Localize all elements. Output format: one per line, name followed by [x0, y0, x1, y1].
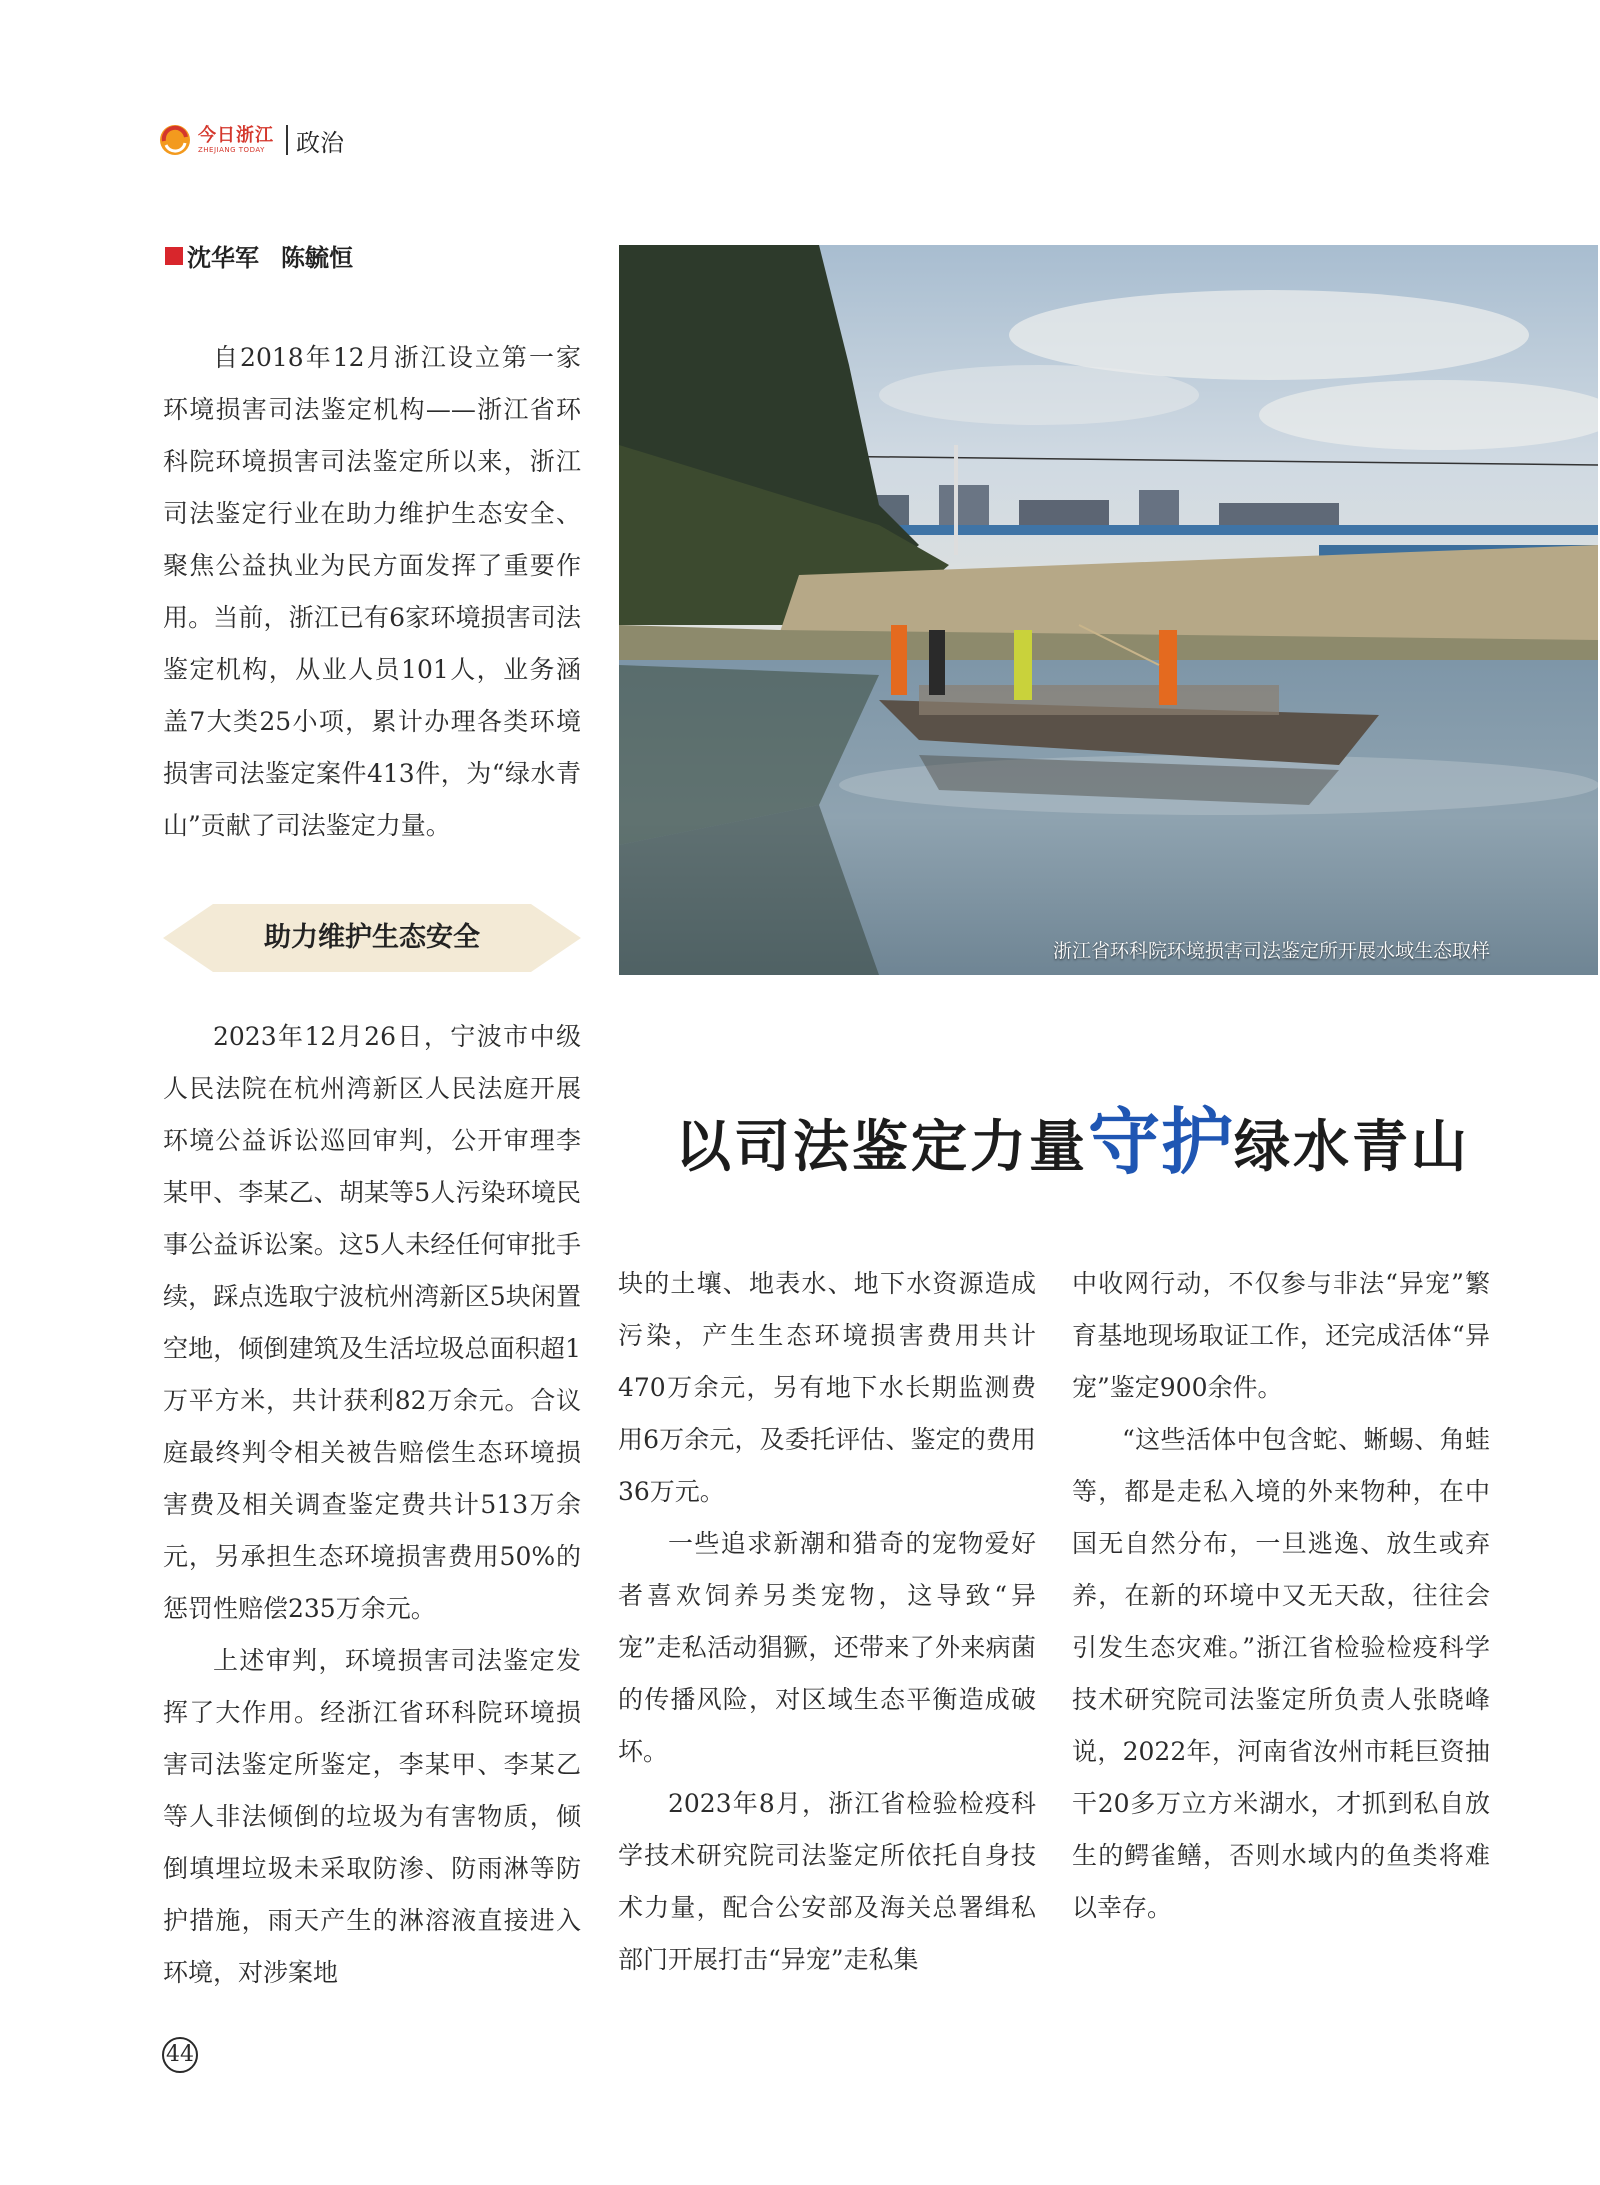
section-name: 政治	[296, 128, 344, 157]
article-photo	[619, 245, 1598, 975]
logo-english-text: ZHEJIANG TODAY	[198, 145, 265, 154]
paragraph: 2023年12月26日，宁波市中级人民法院在杭州湾新区人民法庭开展环境公益诉讼巡回审判，公开审理李某甲、李某乙、胡某等5人污染环境民事公益诉讼案。这5人未经任何审批手续，踩点选取宁波杭州湾新区5块闲置空地，倾倒建筑及生活垃圾总面积超1万平方米，共计获利82万余元。合议庭最终判令相关被告赔偿生态环境损害费及相关调查鉴定费共计513万余元，另承担生态环境损害费用50%的惩罚性赔偿235万余元。	[163, 1022, 581, 1623]
author-name: 沈华军	[187, 244, 259, 272]
logo-chinese-text: 今日浙江	[198, 124, 274, 146]
paragraph: 中收网行动，不仅参与非法“异宠”繁育基地现场取证工作，还完成活体“异宠”鉴定900余件。	[1072, 1269, 1490, 1402]
article-title	[675, 1092, 1555, 1182]
paragraph: 一些追求新潮和猎奇的宠物爱好者喜欢饲养另类宠物，这导致“异宠”走私活动猖獗，还带来了外来病菌的传播风险，对区域生态平衡造成破坏。	[618, 1529, 1036, 1766]
sun-logo-icon	[158, 123, 192, 157]
title-part-1: 以司法鉴定力量	[675, 1114, 1088, 1180]
subheading-text: 助力维护生态安全	[264, 922, 480, 953]
river-sampling-photo	[619, 245, 1598, 975]
magazine-logo	[158, 123, 274, 157]
byline	[165, 238, 375, 273]
author-name: 陈毓恒	[281, 244, 353, 272]
title-part-3: 绿水青山	[1234, 1114, 1471, 1180]
paragraph: 2023年8月，浙江省检验检疫科学技术研究院司法鉴定所依托自身技术力量，配合公安部及海关总署缉私部门开展打击“异宠”走私集	[618, 1789, 1036, 1974]
article-column-2	[618, 1258, 1036, 1986]
article-column-3	[1072, 1258, 1490, 1934]
page-number: 44	[162, 2037, 198, 2073]
paragraph: 自2018年12月浙江设立第一家环境损害司法鉴定机构——浙江省环科院环境损害司法鉴定所以来，浙江司法鉴定行业在助力维护生态安全、聚焦公益执业为民方面发挥了重要作用。当前，浙江已有6家环境损害司法鉴定机构，从业人员101人，业务涵盖7大类25小项，累计办理各类环境损害司法鉴定案件413件，为“绿水青山”贡献了司法鉴定力量。	[163, 343, 581, 840]
article-intro	[163, 332, 581, 852]
subheading	[163, 904, 581, 972]
paragraph: 上述审判，环境损害司法鉴定发挥了大作用。经浙江省环科院环境损害司法鉴定所鉴定，李某甲、李某乙等人非法倾倒的垃圾为有害物质，倾倒填埋垃圾未采取防渗、防雨淋等防护措施，雨天产生的淋溶液直接进入环境，对涉案地	[163, 1646, 581, 1987]
photo-caption: 浙江省环科院环境损害司法鉴定所开展水域生态取样	[1052, 940, 1490, 962]
page-header	[158, 118, 344, 162]
paragraph: 块的土壤、地表水、地下水资源造成污染，产生生态环境损害费用共计470万余元，另有地下水长期监测费用6万余元，及委托评估、鉴定的费用36万元。	[618, 1269, 1036, 1506]
article-column-1	[163, 1011, 581, 1999]
paragraph: “这些活体中包含蛇、蜥蜴、角蛙等，都是走私入境的外来物种，在中国无自然分布，一旦逃逸、放生或弃养，在新的环境中又无天敌，往往会引发生态灾难。”浙江省检验检疫科学技术研究院司法鉴定所负责人张晓峰说，2022年，河南省汝州市耗巨资抽干20多万立方米湖水，才抓到私自放生的鳄雀鳝，否则水域内的鱼类将难以幸存。	[1072, 1425, 1490, 1922]
header-divider	[286, 125, 288, 155]
byline-marker	[165, 247, 183, 265]
title-highlight: 守护	[1088, 1099, 1235, 1184]
